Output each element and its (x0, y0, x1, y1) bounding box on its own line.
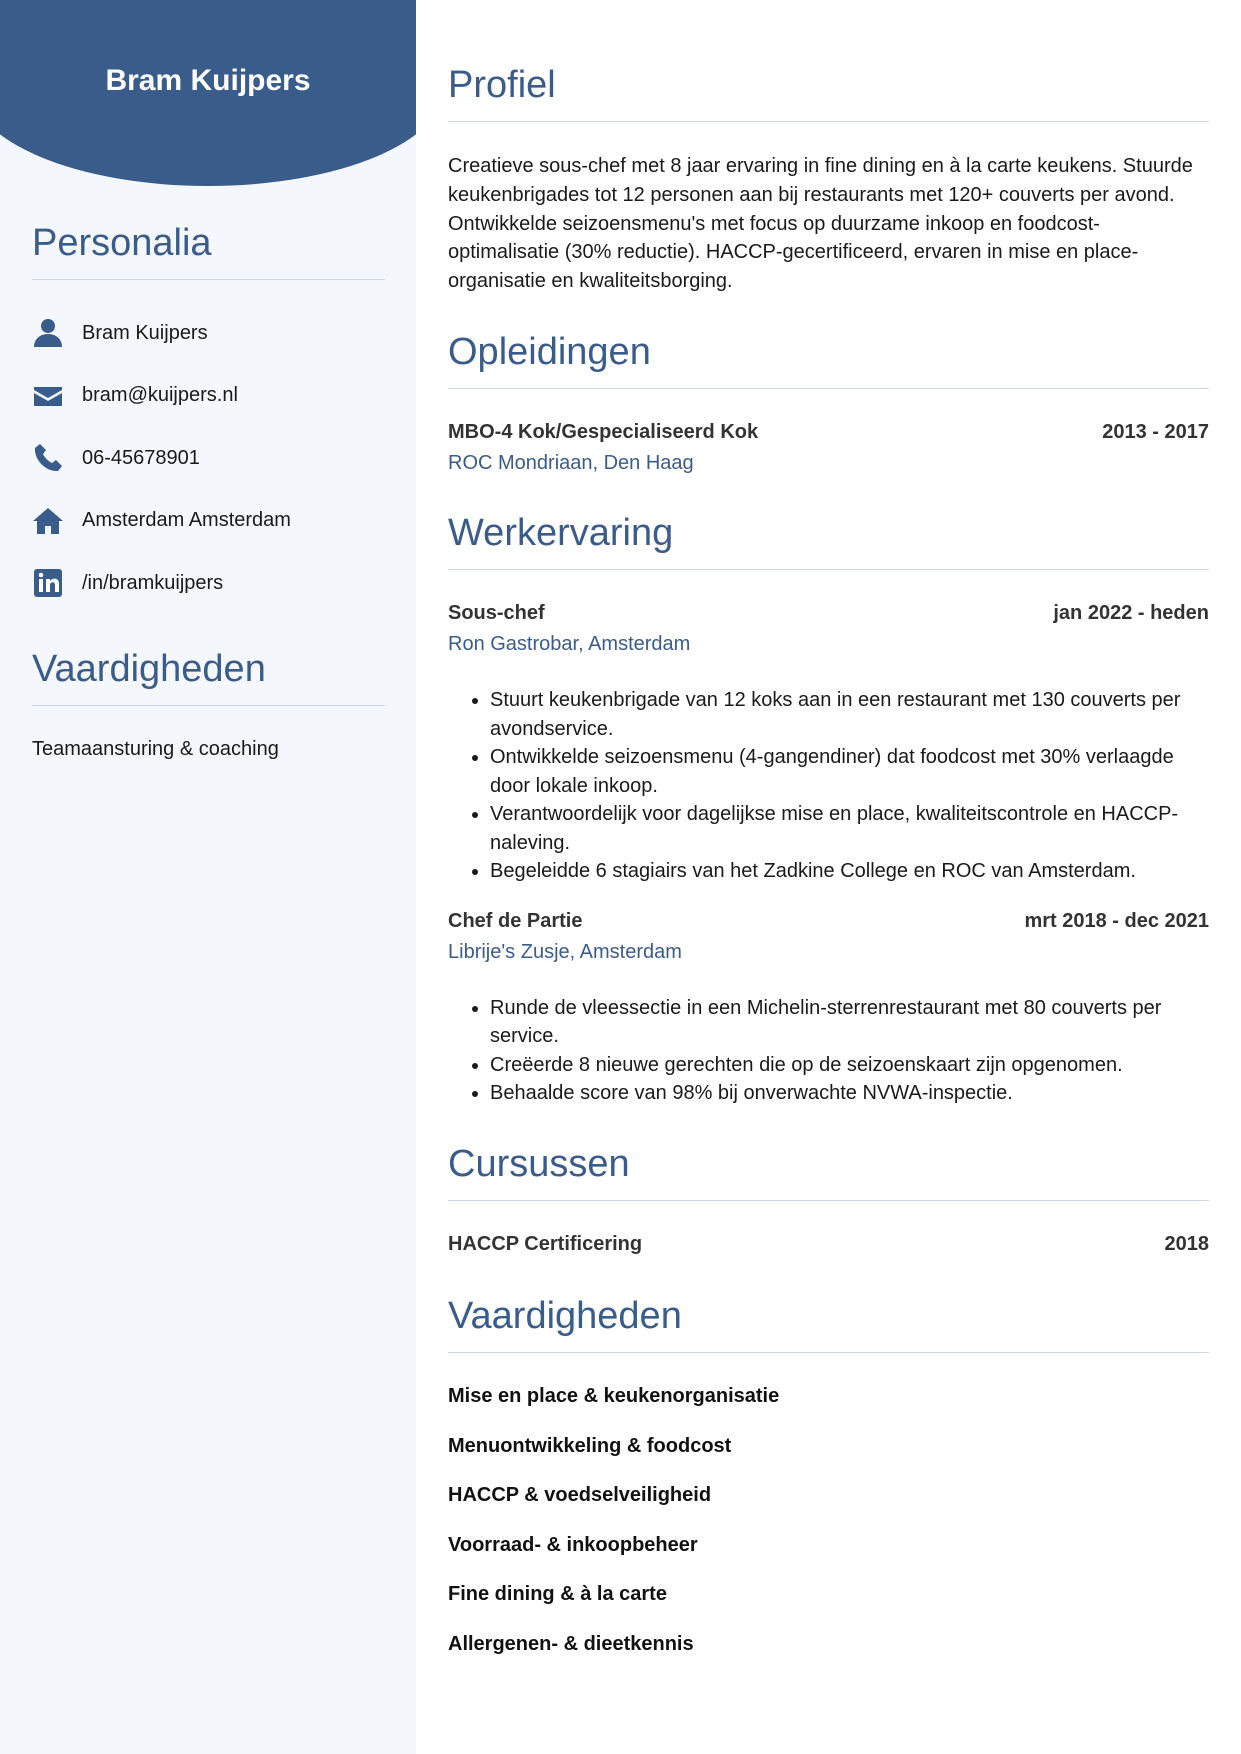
skill-item: HACCP & voedselveiligheid (448, 1484, 712, 1506)
experience-entry (448, 602, 1209, 886)
list-item: • Verantwoordelijk voor dagelijkse mise en place, kwaliteitscontrole en HACCP-naleving. (490, 800, 1209, 857)
list-item: • Runde de vleessectie in een Michelin-sterrenrestaurant met 80 couverts per service. (490, 994, 1209, 1051)
profile-section (448, 64, 1209, 296)
home-icon (32, 504, 66, 538)
list-item: • Ontwikkelde seizoensmenu (4-gangendiner) dat foodcost met 30% verlaagde door lokale inkoop. (490, 743, 1209, 800)
skill-item: Menuontwikkeling & foodcost (448, 1434, 732, 1457)
education-entry (448, 421, 1209, 475)
skill-item: Fine dining & à la carte (448, 1583, 667, 1605)
phone-icon (32, 441, 66, 475)
candidate-name: Bram Kuijpers (105, 64, 311, 97)
education-institution: ROC Mondriaan, Den Haag (448, 452, 694, 474)
skill-item: Allergenen- & dieetkennis (448, 1632, 694, 1655)
skills-heading: Vaardigheden (448, 1295, 1209, 1353)
contact-location-text: Amsterdam Amsterdam (82, 509, 291, 532)
list-item: • Begeleidde 6 stagiairs van het Zadkine College en ROC van Amsterdam. (490, 857, 1209, 886)
contact-item-email[interactable] (32, 365, 385, 428)
skills-section (448, 1295, 1209, 1656)
courses-section (448, 1143, 1209, 1256)
contact-item-phone[interactable] (32, 427, 385, 490)
sidebar-skill-item: Teamaansturing & coaching (32, 738, 279, 760)
experience-company: Ron Gastrobar, Amsterdam (448, 633, 691, 655)
profile-heading: Profiel (448, 64, 1209, 122)
experience-entry (448, 910, 1209, 1108)
contact-name-text: Bram Kuijpers (82, 321, 208, 344)
courses-heading: Cursussen (448, 1143, 1209, 1201)
envelope-icon (32, 379, 66, 413)
contact-item-name (32, 302, 385, 365)
sidebar-skills-section (32, 648, 385, 761)
course-entry (448, 1233, 1209, 1256)
personalia-heading: Personalia (32, 222, 385, 280)
experience-bullets (448, 686, 1209, 886)
personalia-section (32, 222, 385, 615)
course-title: HACCP Certificering (448, 1233, 643, 1255)
contact-item-location (32, 490, 385, 553)
experience-title: Chef de Partie (448, 909, 583, 932)
contact-list (32, 302, 385, 615)
experience-dates: mrt 2018 - dec 2021 (1024, 909, 1209, 932)
experience-title: Sous-chef (448, 602, 545, 624)
contact-linkedin-text[interactable]: /in/bramkuijpers (82, 571, 224, 594)
education-heading: Opleidingen (448, 331, 1209, 389)
course-dates: 2018 (1164, 1233, 1209, 1255)
contact-item-linkedin[interactable] (32, 552, 385, 615)
experience-company: Librije's Zusje, Amsterdam (448, 940, 682, 963)
linkedin-icon (32, 566, 66, 600)
skill-item: Mise en place & keukenorganisatie (448, 1385, 780, 1407)
sidebar-skills-heading: Vaardigheden (32, 648, 385, 706)
contact-email-text[interactable]: bram@kuijpers.nl (82, 384, 238, 407)
skills-list (448, 1385, 1209, 1656)
list-item: • Creëerde 8 nieuwe gerechten die op de seizoenskaart zijn opgenomen. (490, 1051, 1209, 1080)
experience-bullets (448, 994, 1209, 1108)
list-item: • Stuurt keukenbrigade van 12 koks aan in een restaurant met 130 couverts per avondservice. (490, 686, 1209, 743)
education-dates: 2013 - 2017 (1102, 421, 1209, 443)
experience-section (448, 512, 1209, 1108)
education-title: MBO-4 Kok/Gespecialiseerd Kok (448, 421, 759, 443)
list-item: • Behaalde score van 98% bij onverwachte NVWA-inspectie. (490, 1079, 1209, 1108)
profile-text: Creatieve sous-chef met 8 jaar ervaring in fine dining en à la carte keukens. Stuurde keukenbrigades tot 12 personen aan bij restaurants met 120+ couverts per avond. Ontwikkelde seizoensmenu's met focus op duurzame inkoop en foodcost-optimalisatie (30% reductie). HACCP-gecertificeerd, ervaren in mise en place-organisatie en kwaliteitsborging. (448, 155, 1193, 293)
experience-heading: Werkervaring (448, 512, 1209, 570)
sidebar (0, 0, 416, 1754)
experience-dates: jan 2022 - heden (1053, 602, 1209, 624)
skill-item: Voorraad- & inkoopbeheer (448, 1533, 698, 1556)
education-section (448, 331, 1209, 475)
person-icon (32, 316, 66, 350)
contact-phone-text[interactable]: 06-45678901 (82, 446, 200, 469)
